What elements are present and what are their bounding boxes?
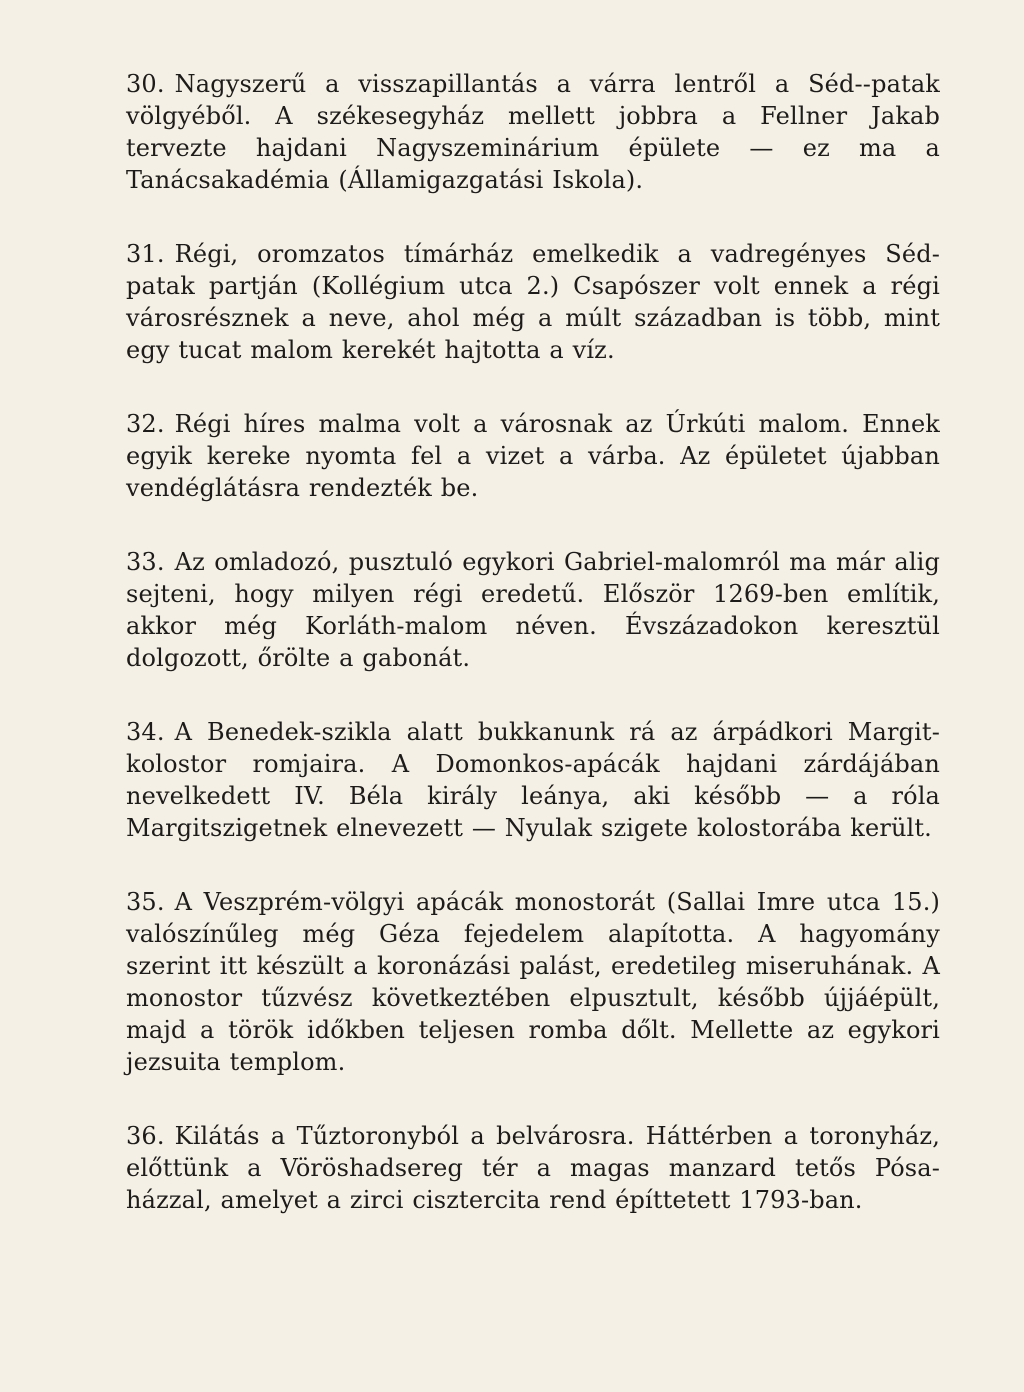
caption-34 bbox=[126, 716, 940, 844]
caption-text: Nagyszerű a visszapillantás a várra lentről a Séd--patak völgyéből. A székesegyház mellett jobbra a Fellner Jakab tervezte hajdani Nagyszeminárium épülete — ez ma a Tanácsakadémia (Államigazgatási Iskola). bbox=[126, 70, 940, 194]
caption-text: A Benedek-szikla alatt bukkanunk rá az árpádkori Margit-kolostor romjaira. A Domonkos-apácák hajdani zárdájában nevelkedett IV. Béla király leánya, aki később — a róla Margitszigetnek elnevezett — Nyulak szigete kolostorába került. bbox=[126, 718, 940, 842]
caption-number: 34. bbox=[126, 718, 165, 746]
caption-number: 35. bbox=[126, 888, 165, 916]
caption-number: 33. bbox=[126, 548, 165, 576]
caption-number: 32. bbox=[126, 410, 165, 438]
caption-30 bbox=[126, 68, 940, 196]
caption-text: Az omladozó, pusztuló egykori Gabriel-malomról ma már alig sejteni, hogy milyen régi eredetű. Először 1269-ben említik, akkor még Korláth-malom néven. Évszázadokon keresztül dolgozott, őrölte a gabonát. bbox=[126, 548, 940, 672]
caption-35 bbox=[126, 886, 940, 1078]
caption-33 bbox=[126, 546, 940, 674]
caption-31 bbox=[126, 238, 940, 366]
caption-32 bbox=[126, 408, 940, 504]
caption-number: 36. bbox=[126, 1122, 165, 1150]
caption-36 bbox=[126, 1120, 940, 1216]
caption-number: 31. bbox=[126, 240, 165, 268]
caption-text: Régi híres malma volt a városnak az Úrkúti malom. Ennek egyik kereke nyomta fel a vizet a várba. Az épületet újabban vendéglátásra rendezték be. bbox=[126, 410, 940, 502]
caption-list bbox=[126, 68, 940, 1258]
caption-text: Kilátás a Tűztoronyból a belvárosra. Háttérben a toronyház, előttünk a Vöröshadsereg tér a magas manzard tetős Pósa-házzal, amelyet a zirci cisztercita rend építtetett 1793-ban. bbox=[126, 1122, 940, 1214]
caption-text: Régi, oromzatos tímárház emelkedik a vadregényes Séd-patak partján (Kollégium utca 2.) Csapószer volt ennek a régi városrésznek a neve, ahol még a múlt században is több, mint egy tucat malom kerekét hajtotta a víz. bbox=[126, 240, 940, 364]
caption-number: 30. bbox=[126, 70, 165, 98]
caption-text: A Veszprém-völgyi apácák monostorát (Sallai Imre utca 15.) valószínűleg még Géza fejedelem alapította. A hagyomány szerint itt készült a koronázási palást, eredetileg miseruhának. A monostor tűzvész következtében elpusztult, később újjáépült, majd a török időkben teljesen romba dőlt. Mellette az egykori jezsuita templom. bbox=[126, 888, 940, 1076]
